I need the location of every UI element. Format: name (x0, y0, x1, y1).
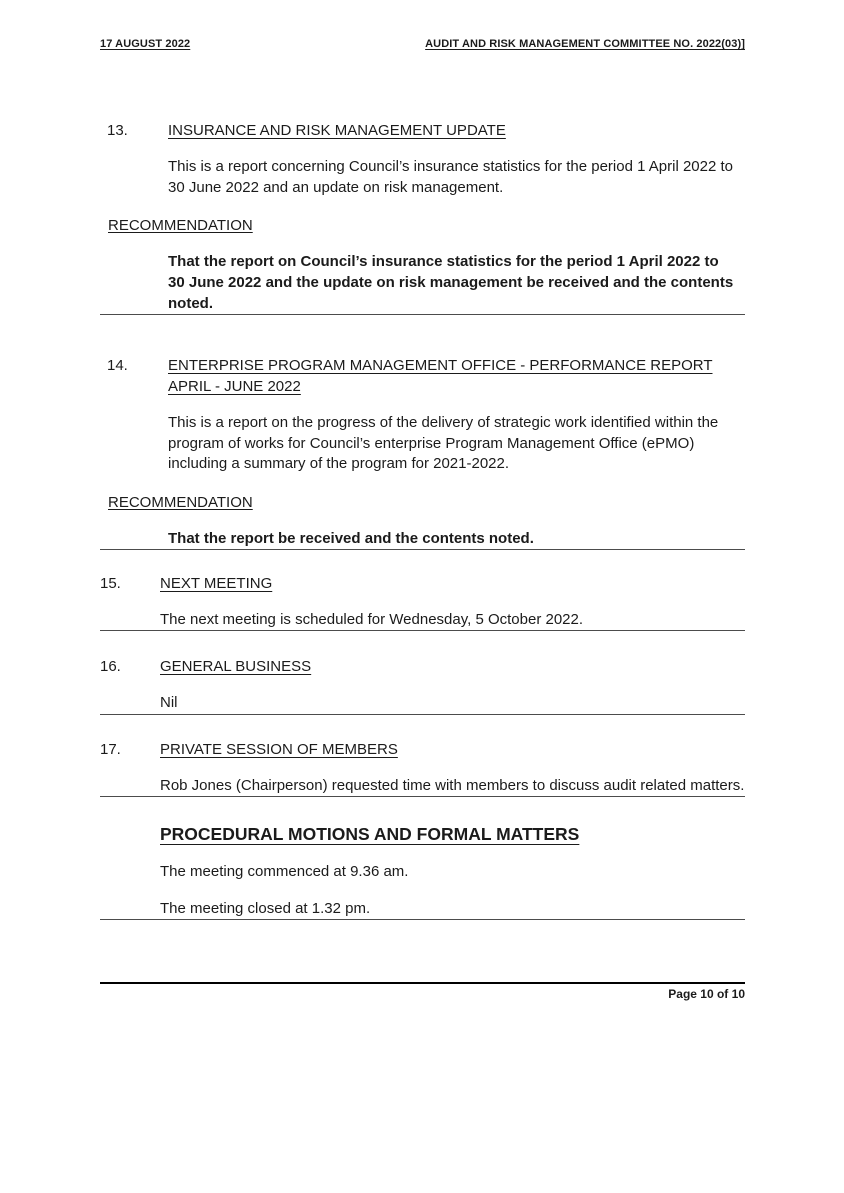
recommendation-label: RECOMMENDATION (108, 493, 253, 511)
section-separator (100, 314, 745, 315)
section-body: The next meeting is scheduled for Wednesday, 5 October 2022. (160, 610, 584, 628)
procedural-motions-section (100, 824, 745, 920)
page-footer (100, 982, 745, 1001)
section-separator (100, 630, 745, 631)
meeting-commenced-line: The meeting commenced at 9.36 am. (160, 863, 409, 880)
section-body: This is a report on the progress of the delivery of strategic work identified within the program of works for Council’s enterprise Program Management Office (ePMO) including a summary of the program for 2021-2022. (168, 414, 719, 472)
header-committee-title: AUDIT AND RISK MANAGEMENT COMMITTEE NO. 2022(03)] (425, 38, 745, 50)
section-16 (100, 656, 745, 715)
page-header (100, 38, 745, 50)
section-title: NEXT MEETING (160, 574, 273, 592)
page-number: Page 10 of 10 (668, 987, 745, 1001)
section-separator (100, 796, 745, 797)
recommendation-label: RECOMMENDATION (108, 217, 253, 234)
section-body: Rob Jones (Chairperson) requested time with members to discuss audit related matters. (160, 776, 745, 794)
section-body: Nil (160, 694, 178, 711)
section-separator (100, 919, 745, 920)
section-title: PRIVATE SESSION OF MEMBERS (160, 740, 398, 758)
section-17 (100, 739, 745, 798)
section-separator (100, 549, 745, 550)
procedural-motions-heading: PROCEDURAL MOTIONS AND FORMAL MATTERS (160, 824, 580, 844)
section-number: 16. (100, 658, 121, 675)
section-13 (100, 120, 745, 315)
recommendation-text: That the report be received and the contents noted. (168, 529, 534, 547)
section-title: INSURANCE AND RISK MANAGEMENT UPDATE (168, 122, 506, 139)
section-body: This is a report concerning Council’s insurance statistics for the period 1 April 2022 to 30 June 2022 and an update on risk management. (168, 158, 734, 196)
section-number: 15. (100, 574, 121, 592)
recommendation-text: That the report on Council’s insurance statistics for the period 1 April 2022 to 30 June 2022 and the update on risk management be received and the contents noted. (168, 253, 734, 312)
section-number: 14. (107, 357, 128, 374)
header-date: 17 AUGUST 2022 (100, 38, 191, 50)
section-title: GENERAL BUSINESS (160, 658, 312, 675)
section-14 (100, 355, 745, 550)
footer-rule (100, 982, 745, 984)
section-separator (100, 714, 745, 715)
section-number: 13. (107, 122, 128, 139)
section-number: 17. (100, 740, 121, 758)
meeting-closed-line: The meeting closed at 1.32 pm. (160, 900, 371, 917)
section-title: ENTERPRISE PROGRAM MANAGEMENT OFFICE - PERFORMANCE REPORT APRIL - JUNE 2022 (168, 357, 713, 395)
section-15 (100, 573, 745, 632)
